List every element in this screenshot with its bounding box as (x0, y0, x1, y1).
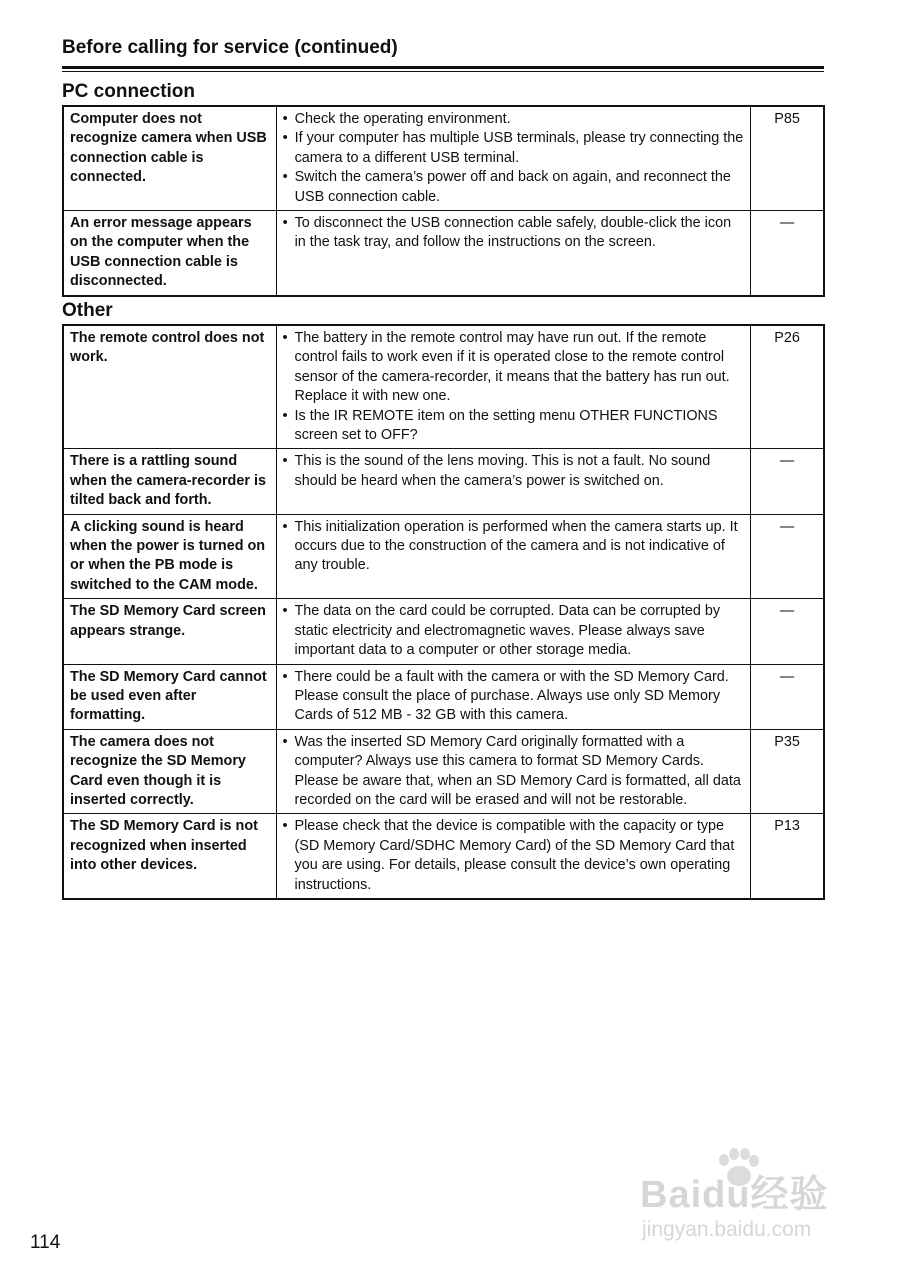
remedy-cell (276, 664, 751, 729)
remedy-item: • Is the IR REMOTE item on the setting menu OTHER FUNCTIONS screen set to OFF? (283, 407, 745, 446)
page-title: Before calling for service (continued) (62, 37, 398, 58)
remedy-cell (276, 325, 751, 449)
table-row (63, 814, 824, 899)
problem-cell: There is a rattling sound when the camera-recorder is tilted back and forth. (63, 449, 276, 514)
page-number: 114 (30, 1232, 61, 1253)
table-row (63, 449, 824, 514)
page-reference: P13 (751, 814, 824, 899)
watermark-url: jingyan.baidu.com (642, 1218, 812, 1241)
problem-cell: The SD Memory Card cannot be used even after formatting. (63, 664, 276, 729)
section-title-other: Other (62, 300, 113, 321)
table-row (63, 514, 824, 599)
table-row (63, 325, 824, 449)
remedy-item: • The data on the card could be corrupted. Data can be corrupted by static electricity and electromagnetic waves. Please always save important data to a computer or other storage media. (283, 602, 745, 660)
page-reference: — (751, 449, 824, 514)
remedy-item: • Was the inserted SD Memory Card originally formatted with a computer? Always use this camera to format SD Memory Cards. Please be aware that, when an SD Memory Card is formatted, all data recorded on the card will be erased and will not be restorable. (283, 733, 745, 811)
pc-connection-table (62, 105, 825, 297)
page-reference: — (751, 211, 824, 296)
watermark-logo: Baidu经验 (640, 1174, 829, 1216)
header-rule (62, 66, 824, 69)
other-table (62, 324, 825, 900)
table-row (63, 106, 824, 211)
header-rule-thin (62, 71, 824, 72)
problem-cell: The SD Memory Card is not recognized when inserted into other devices. (63, 814, 276, 899)
remedy-item: • Check the operating environment. (283, 110, 745, 129)
page-reference: — (751, 514, 824, 599)
page-reference: — (751, 664, 824, 729)
page-reference: — (751, 599, 824, 664)
remedy-cell (276, 514, 751, 599)
problem-cell: An error message appears on the computer when the USB connection cable is disconnected. (63, 211, 276, 296)
remedy-cell (276, 211, 751, 296)
problem-cell: The remote control does not work. (63, 325, 276, 449)
remedy-item: • Switch the camera’s power off and back on again, and reconnect the USB connection cable. (283, 168, 745, 207)
remedy-item: • If your computer has multiple USB terminals, please try connecting the camera to a different USB terminal. (283, 129, 745, 168)
remedy-cell (276, 814, 751, 899)
remedy-cell (276, 106, 751, 211)
remedy-item: • To disconnect the USB connection cable safely, double-click the icon in the task tray, and follow the instructions on the screen. (283, 214, 745, 253)
table-row (63, 599, 824, 664)
problem-cell: The camera does not recognize the SD Memory Card even though it is inserted correctly. (63, 729, 276, 814)
remedy-cell (276, 729, 751, 814)
section-title-pc-connection: PC connection (62, 81, 196, 102)
page-reference: P85 (751, 106, 824, 211)
table-row (63, 729, 824, 814)
problem-cell: A clicking sound is heard when the power is turned on or when the PB mode is switched to the CAM mode. (63, 514, 276, 599)
problem-cell: Computer does not recognize camera when USB connection cable is connected. (63, 106, 276, 211)
page-reference: P26 (751, 325, 824, 449)
remedy-cell (276, 599, 751, 664)
remedy-item: • There could be a fault with the camera or with the SD Memory Card. Please consult the place of purchase. Always use only SD Memory Cards of 512 MB - 32 GB with this camera. (283, 668, 745, 726)
problem-cell: The SD Memory Card screen appears strange. (63, 599, 276, 664)
remedy-item: • The battery in the remote control may have run out. If the remote control fails to work even if it is operated close to the remote control sensor of the camera-recorder, it means that the battery has run out. Replace it with new one. (283, 329, 745, 407)
remedy-item: • This is the sound of the lens moving. This is not a fault. No sound should be heard when the camera’s power is switched on. (283, 452, 745, 491)
page-reference: P35 (751, 729, 824, 814)
watermark (640, 1148, 860, 1248)
remedy-item: • This initialization operation is performed when the camera starts up. It occurs due to the construction of the camera and is not indicative of any trouble. (283, 518, 745, 576)
remedy-item: • Please check that the device is compatible with the capacity or type (SD Memory Card/SDHC Memory Card) of the SD Memory Card that you are using. For details, please consult the device’s own operating instructions. (283, 817, 745, 895)
remedy-cell (276, 449, 751, 514)
table-row (63, 664, 824, 729)
table-row (63, 211, 824, 296)
page-header (62, 36, 824, 72)
